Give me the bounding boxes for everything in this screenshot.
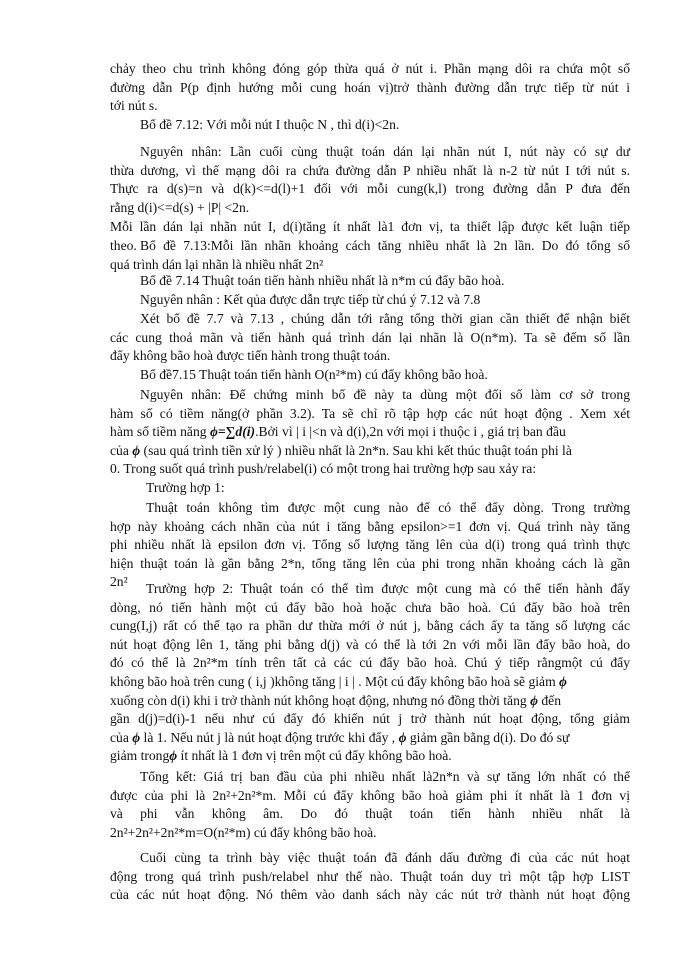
phi-symbol: ϕ xyxy=(559,673,567,689)
text-line: và phi vẫn không âm. Do đó thuật toán tiến hành nhiều nhất là xyxy=(110,806,630,822)
text-line: Mỗi lần dán lại nhãn nút I, d(i)tăng ít nhất là1 đơn vị, ta thiết lập được kết luận tiếp xyxy=(110,219,630,234)
text-line: Bổ đề 7.13:Mỗi lần nhãn khoảng cách tăng nhiều nhất là 2n lần. Do đó tổng số xyxy=(140,238,630,253)
text-line: Nguyên nhân : Kết qủa được dẫn trực tiếp từ chú ý 7.12 và 7.8 xyxy=(140,292,481,307)
text-line: đẩy không bão hoà được tiến hành trong thuật toán. xyxy=(110,348,391,364)
lemma-7-15 xyxy=(110,366,630,385)
text-line: thừa dương, vì thế mạng dôi ra chứa đường dẫn P nhiều nhất là n-2 từ nút I tới nút s. xyxy=(110,162,630,178)
text-line: đường dẫn P(p định hướng mỗi cung hoán vị)trở thành đường dẫn trực tiếp từ nút i xyxy=(110,79,630,95)
text-line: hợp này khoảng cách nhãn của nút i tăng bằng epsilon>=1 đơn vị. Quá trình này tăng xyxy=(110,518,630,534)
proof-7-15 xyxy=(110,386,630,479)
case-2-body xyxy=(110,580,630,766)
text-line: xuống còn d(i) khi i trở thành nút không hoạt động, nhưng nó đồng thời tăng ϕ đến xyxy=(110,692,561,708)
text-line: phi nhiều nhất là epsilon đơn vị. Tổng số lượng tăng lên của d(i) trong quá trình thực xyxy=(110,537,630,553)
text-line: của các nút hoạt động. Nó thêm vào danh sách này các nút trở thành nút hoạt động xyxy=(110,887,630,903)
text-line: Xét bổ đề 7.7 và 7.13 , chúng dẫn tới rằng tổng thời gian cần thiết để nhận biết xyxy=(140,311,630,326)
proof-7-14 xyxy=(110,291,630,310)
text-line: của ϕ là 1. Nếu nút j là nút hoạt động trước khi đẩy , ϕ giảm gần bằng d(i). Do đó sự xyxy=(110,729,570,745)
text-line: Thực ra d(s)=n và d(k)<=d(l)+1 đối với mỗi cung(k,l) trong đường dẫn P đưa đến xyxy=(110,181,630,197)
phi-symbol: ϕ xyxy=(169,748,178,764)
lemma-7-13 xyxy=(110,237,630,274)
text-line: Bổ đề7.15 Thuật toán tiến hành O(n²*m) cú đẩy không bão hoà. xyxy=(140,367,488,382)
text-line: hàm số có tiềm năng(ở phần 3.2). Ta sẽ chỉ rõ tập hợp các nút hoạt động . Xem xét xyxy=(110,405,630,421)
lemma-7-14 xyxy=(110,272,630,291)
phi-symbol: ϕ xyxy=(132,442,141,458)
text-line: Bổ đề 7.12: Với mỗi nút I thuộc N , thì d(i)<2n. xyxy=(140,117,400,132)
text-line: gần d(j)=d(i)-1 nếu như cú đẩy đó khiến nút j trở thành nút hoạt động, tổng giảm xyxy=(110,711,630,727)
phi-symbol: ϕ xyxy=(398,729,407,745)
text-line: tới nút s. xyxy=(110,98,158,114)
text-line: cung(I,j) rất có thể tạo ra phần dư thừa mới ở nút j, bằng cách ấy ta tăng số lượng các xyxy=(110,618,630,634)
text-line: động trong quá trình push/relabel như thế nào. Thuật toán duy trì một tập hợp LIST xyxy=(110,868,630,884)
text-line: Thuật toán không tìm được một cung nào để có thể đẩy dòng. Trong trường xyxy=(146,500,630,515)
text-line: Nguyên nhân: Lần cuối cùng thuật toán dán lại nhãn nút I, nút này có sự dư xyxy=(140,144,630,159)
text-line: nút hoạt động lên 1, tăng phi bằng d(j) và có thể là tới 2n với mỗi lần đẩy bão hoà, do xyxy=(110,636,630,652)
lemma-7-12 xyxy=(110,116,630,135)
case-1-heading xyxy=(110,479,630,498)
paragraph-continuation xyxy=(110,60,630,116)
proof-7-12 xyxy=(110,143,630,217)
text-line: Trường hợp 2: Thuật toán có thể tìm được một cung mà có thể tiến hành đẩy xyxy=(146,581,630,596)
text-line: Trường hợp 1: xyxy=(146,480,225,495)
text-line: của ϕ (sau quá trình tiền xử lý ) nhiều nhất là 2n*n. Sau khi kết thúc thuật toán phi là xyxy=(110,442,572,458)
text-line: không bão hoà trên cung ( i,j )không tăng | i | . Một cú đẩy không bão hoà sẽ giảm ϕ xyxy=(110,673,567,689)
text-line: đó có thể là 2n²*m tính trên tất cả các cú đẩy bão hoà. Chú ý tiếp rằngmột cú đẩy xyxy=(110,655,630,671)
phi-symbol: ϕ xyxy=(530,692,538,708)
text-line: 2n²+2n²+2n²*m=O(n²*m) cú đẩy không bão hoà. xyxy=(110,824,377,840)
text-line: hiện thuật toán là gần bằng 2*n, tổng tăng lên của phi trong nhãn khoảng cách là gần xyxy=(110,555,630,571)
paragraph-consider xyxy=(110,310,630,366)
text-line: 0. Trong suốt quá trình push/relabel(i) có một trong hai trường hợp sau xảy ra: xyxy=(110,461,537,477)
summary xyxy=(110,768,630,842)
text-line: được của phi là 2n²+2n²*m. Mỗi cú đẩy không bão hoà giảm phi ít nhất là 1 đơn vị xyxy=(110,787,630,803)
phi-symbol: ϕ xyxy=(132,729,141,745)
text-line: hàm số tiềm năng ϕ=∑d(i).Bởi vì | i |<n và d(i),2n với mọi i thuộc i , giá trị ban đầu xyxy=(110,424,566,440)
text-line: chảy theo chu trình không đóng góp thừa quá ở nút i. Phần mạng dôi ra chứa một số xyxy=(110,61,630,76)
text-line: Bổ đề 7.14 Thuật toán tiến hành nhiều nhất là n*m cú đẩy bão hoà. xyxy=(140,273,505,288)
phi-formula: ϕ=∑d(i) xyxy=(210,424,256,440)
text-line: Cuối cùng ta trình bày việc thuật toán đã đánh dấu đường đi của các nút hoạt xyxy=(140,850,630,865)
text-line: dòng, nó tiến hành một cú đẩy bão hoà hoặc chưa bão hoà. Cú đẩy bão hoà trên xyxy=(110,599,630,615)
text-line: theo. xyxy=(110,237,137,253)
case-1-body xyxy=(110,499,630,592)
text-line: 2n² xyxy=(110,574,128,590)
text-line: quá trình dán lại nhãn là nhiều nhất 2n² xyxy=(110,256,324,272)
text-line: rằng d(i)<=d(s) + |P| <2n. xyxy=(110,199,250,215)
text-line: Tổng kết: Giá trị ban đầu của phi nhiều nhất là2n*n và sự tăng lớn nhất có thể xyxy=(140,769,630,784)
final-paragraph xyxy=(110,849,630,905)
text-line: Nguyên nhân: Để chứng minh bổ đề này ta dùng một đối số làm cơ sở trong xyxy=(140,387,630,402)
text-line: giảm trongϕ ít nhất là 1 đơn vị trên một cú đẩy không bão hoà. xyxy=(110,748,452,764)
text-line: các cung thoả mãn và tiến hành quá trình dán lại nhãn là O(n*m). Ta sẽ đếm số lần xyxy=(110,329,630,345)
